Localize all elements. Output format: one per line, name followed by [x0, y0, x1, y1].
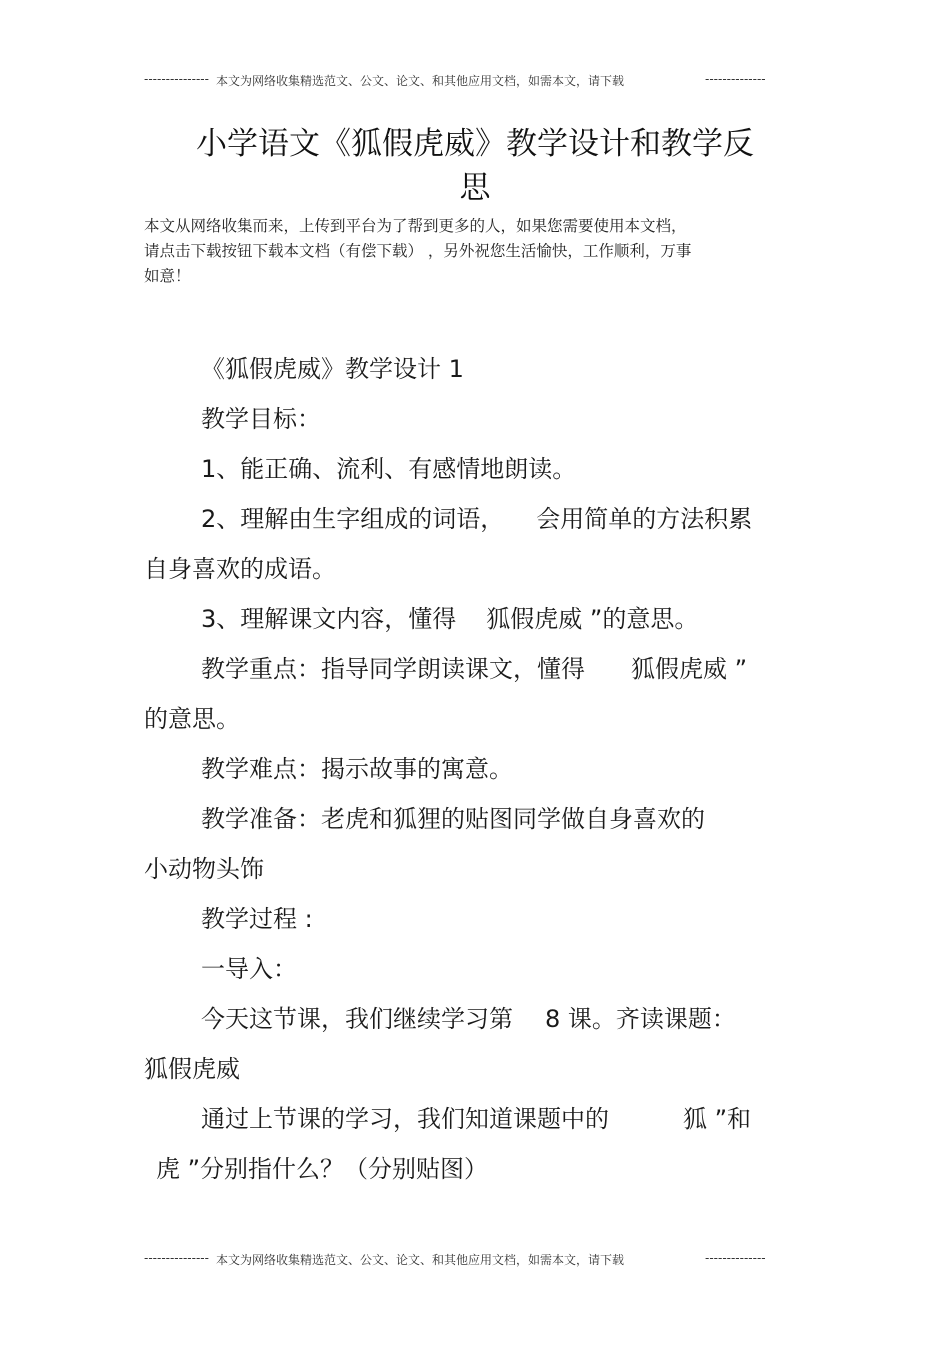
goal-2-part-b: 会用简单的方法积累 [536, 505, 753, 533]
teaching-preparation-continued: 小动物头饰 [144, 855, 264, 883]
intro-line-1: 本文从网络收集而来，上传到平台为了帮到更多的人，如果您需要使用本文档， [144, 217, 687, 235]
goal-2-continued: 自身喜欢的成语。 [144, 555, 336, 583]
teaching-focus-continued: 的意思。 [144, 705, 240, 733]
previous-lesson-continued: 虎 ”分别指什么？（分别贴图） [156, 1155, 489, 1183]
design-title: 《狐假虎威》教学设计 1 [201, 355, 464, 383]
footer-text: 本文为网络收集精选范文、公文、论文、和其他应用文档，如需本文，请下载 [216, 1253, 625, 1267]
teaching-preparation: 教学准备：老虎和狐狸的贴图同学做自身喜欢的 [201, 805, 705, 833]
title-line-1: 小学语文《狐假虎威》教学设计和教学反 [196, 126, 754, 162]
goal-3-part-b: 狐假虎威 ”的意思。 [486, 605, 699, 633]
title-line-2: 思 [459, 170, 491, 206]
previous-lesson-part-a: 通过上节课的学习，我们知道课题中的 [201, 1105, 609, 1133]
today-part-a: 今天这节课，我们继续学习第 [201, 1005, 513, 1033]
teaching-focus-part-a: 教学重点：指导同学朗读课文，懂得 [201, 655, 585, 683]
previous-lesson-part-b: 狐 ”和 [683, 1105, 752, 1133]
document-body [144, 344, 824, 1194]
document-title [150, 122, 800, 210]
today-part-b: 8 课。齐读课题： [545, 1005, 736, 1033]
header-text: 本文为网络收集精选范文、公文、论文、和其他应用文档，如需本文，请下载 [216, 74, 625, 88]
teaching-focus-part-b: 狐假虎威 ” [631, 655, 748, 683]
footer-dashes-left: --------------- [144, 1251, 209, 1265]
teaching-difficulty: 教学难点：揭示故事的寓意。 [201, 755, 513, 783]
today-continued: 狐假虎威 [144, 1055, 240, 1083]
goal-2 [144, 494, 824, 544]
teaching-process: 教学过程 : [201, 905, 313, 933]
goal-2-part-a: 2、理解由生字组成的词语， [201, 505, 505, 533]
today-paragraph [144, 994, 824, 1044]
intro-notice [144, 214, 794, 289]
header-dashes-left: --------------- [144, 72, 209, 86]
goal-1: 1、能正确、流利、有感情地朗读。 [201, 455, 577, 483]
step-intro: 一导入： [201, 955, 297, 983]
teaching-focus [144, 644, 824, 694]
intro-line-2: 请点击下载按钮下载本文档（有偿下载） ，另外祝您生活愉快，工作顺利，万事 [144, 242, 692, 260]
intro-line-3: 如意！ [144, 267, 191, 285]
header-dashes-right: -------------- [705, 72, 766, 86]
goal-3-part-a: 3、理解课文内容，懂得 [201, 605, 457, 633]
goals-label: 教学目标： [201, 405, 321, 433]
footer-dashes-right: -------------- [705, 1251, 766, 1265]
previous-lesson-paragraph [144, 1094, 824, 1144]
goal-3 [144, 594, 824, 644]
